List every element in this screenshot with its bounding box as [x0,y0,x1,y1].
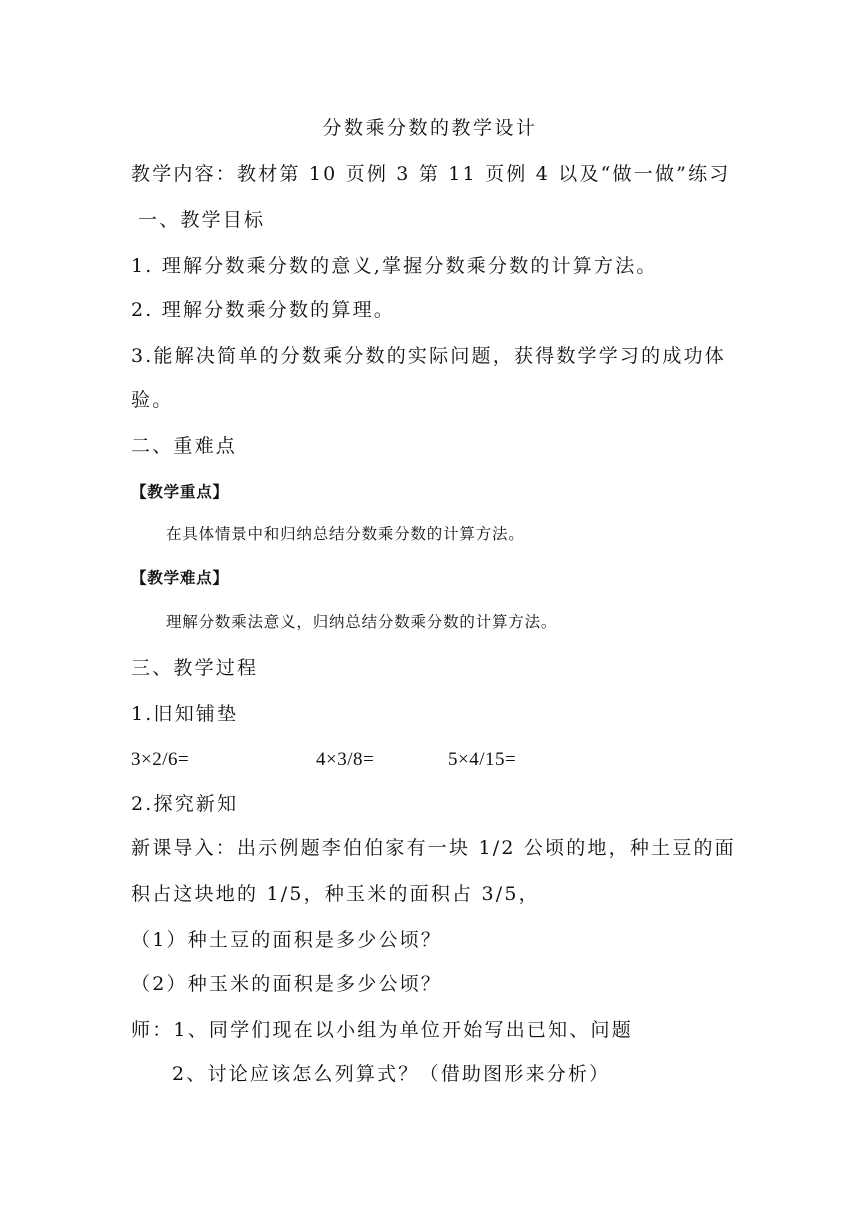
section-heading-process: 三、教学过程 [131,657,259,679]
goal-item-3-line1: 3.能解决简单的分数乘分数的实际问题，获得数学学习的成功体 [131,345,726,367]
section-heading-goals: 一、教学目标 [138,209,266,231]
teaching-content-line: 教学内容：教材第 10 页例 3 第 11 页例 4 以及“做一做”练习 [131,163,731,185]
question-item-2: （2）种玉米的面积是多少公顷？ [131,973,443,995]
key-point-text: 在具体情景中和归纳总结分数乘分数的计算方法。 [166,525,525,543]
question-item-1: （1）种土豆的面积是多少公顷？ [131,929,443,951]
intro-line-2: 积占这块地的 1/5，种玉米的面积占 3/5， [131,883,540,905]
intro-line-1: 新课导入：出示例题李伯伯家有一块 1/2 公顷的地，种土豆的面 [131,837,736,859]
document-title: 分数乘分数的教学设计 [322,117,538,139]
key-point-label: 【教学重点】 [131,483,229,501]
teacher-line-2: 2、讨论应该怎么列算式？（借助图形来分析） [172,1063,611,1085]
exercise-item-1: 3×2/6= [131,749,190,770]
teacher-line-1: 师：1、同学们现在以小组为单位开始写出已知、问题 [131,1019,633,1041]
difficult-point-label: 【教学难点】 [131,569,229,587]
goal-item-1: 1. 理解分数乘分数的意义,掌握分数乘分数的计算方法。 [131,255,658,277]
step-heading-review: 1.旧知铺垫 [131,703,239,725]
goal-item-3-line2: 验。 [131,389,174,411]
goal-item-2: 2. 理解分数乘分数的算理。 [131,299,395,321]
exercise-item-2: 4×3/8= [316,749,375,770]
section-heading-key-points: 二、重难点 [131,435,238,457]
step-heading-explore: 2.探究新知 [131,793,239,815]
difficult-point-text: 理解分数乘法意义，归纳总结分数乘分数的计算方法。 [166,613,558,631]
exercise-item-3: 5×4/15= [448,749,517,770]
